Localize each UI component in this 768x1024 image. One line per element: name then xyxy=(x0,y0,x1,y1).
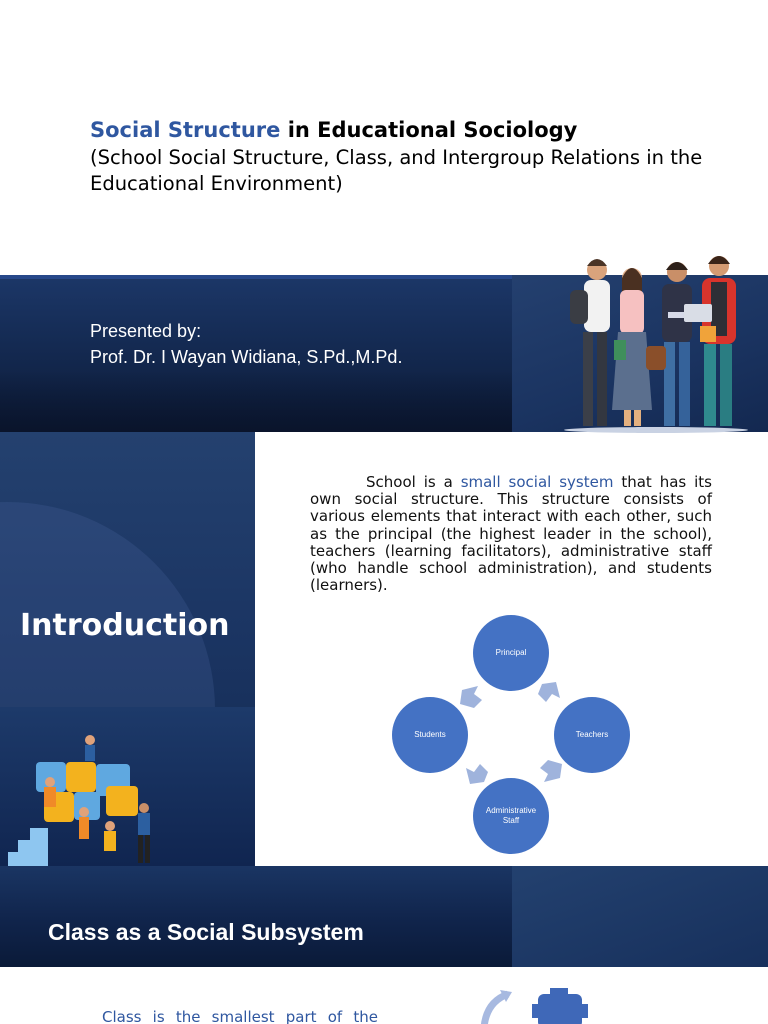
intro-text-highlight: small social system xyxy=(460,473,614,491)
students-illustration xyxy=(556,250,756,434)
student-figure xyxy=(646,262,692,426)
class-paragraph-start: Class is the smallest part of the xyxy=(102,1008,378,1024)
arrow-teachers-to-staff xyxy=(540,760,562,782)
intro-text-after: that has its own social structure. This structure consists of various elements that interact with each other, such as the principal (the highest leader in the school), teachers (learning facilitators), administrative staff (who handle school administration), and students (learners). xyxy=(310,473,713,595)
arrow-staff-to-students xyxy=(466,764,488,784)
class-section-heading: Class as a Social Subsystem xyxy=(48,919,364,945)
cycle-node-teachers: Teachers xyxy=(554,697,630,773)
title-rest: in Educational Sociology xyxy=(280,118,578,142)
cycle-node-principal: Principal xyxy=(473,615,549,691)
cycle-node-students: Students xyxy=(392,697,468,773)
band3-right-panel xyxy=(512,866,768,967)
student-figure xyxy=(684,256,736,426)
class-section-band xyxy=(0,866,768,967)
band-top-strip xyxy=(0,275,512,279)
slide-subtitle: (School Social Structure, Class, and Intergroup Relations in the Educational Environment) xyxy=(90,146,703,195)
slide-title xyxy=(90,116,730,144)
presenter-name: Prof. Dr. I Wayan Widiana, S.Pd.,M.Pd. xyxy=(90,347,403,367)
intro-heading: Introduction xyxy=(20,608,230,643)
title-block xyxy=(90,116,730,197)
arrow-students-to-principal xyxy=(460,686,482,708)
student-figure xyxy=(570,259,610,426)
puzzle-team-illustration xyxy=(6,732,166,866)
title-accent: Social Structure xyxy=(90,118,281,142)
presented-by-label: Presented by: xyxy=(90,321,202,341)
band-shade xyxy=(0,371,512,432)
student-figure xyxy=(612,268,652,426)
intro-paragraph xyxy=(310,474,712,594)
cycle-node-administrative-staff: Administrative Staff xyxy=(473,778,549,854)
intro-text-before: School is a xyxy=(366,473,461,491)
gear-cycle-icon xyxy=(478,988,618,1024)
presenter-block xyxy=(90,318,402,370)
arrow-principal-to-teachers xyxy=(538,682,560,702)
